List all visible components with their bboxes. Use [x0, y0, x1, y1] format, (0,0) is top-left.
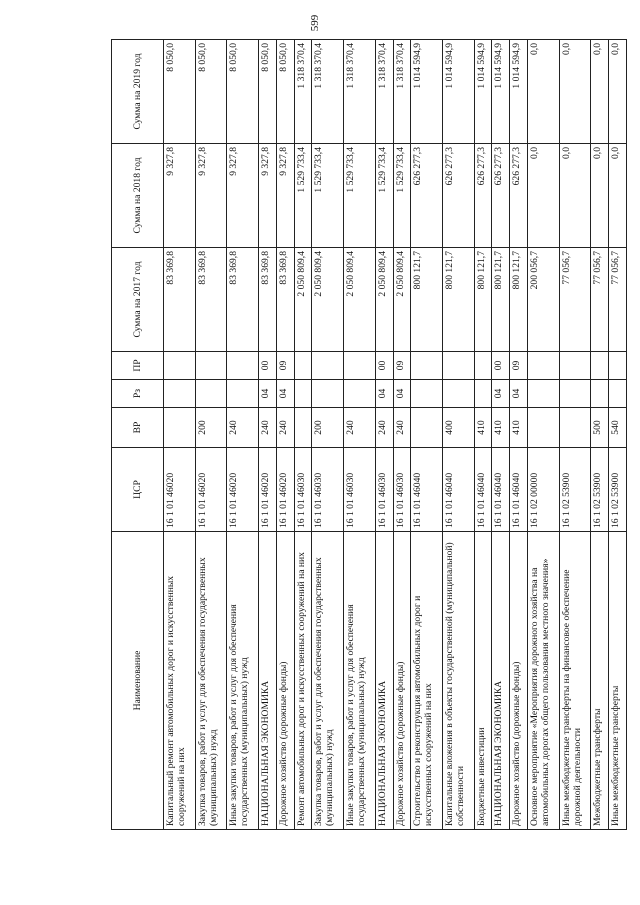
- row-sum-2019: 1 014 594,9: [442, 40, 474, 144]
- row-vr: 240: [259, 408, 277, 448]
- row-sum-2017: 2 050 809,4: [294, 248, 312, 352]
- row-csr: 16 1 01 46020: [227, 448, 259, 532]
- row-csr: 16 1 01 46030: [393, 448, 411, 532]
- row-csr: 16 1 02 53900: [609, 448, 627, 532]
- row-csr: 16 1 01 46040: [492, 448, 510, 532]
- row-name: Иные закупки товаров, работ и услуг для обеспечения государственных (муниципальных) нужд: [344, 532, 376, 830]
- row-name: Капитальный ремонт автомобильных дорог и искусственных сооружений на них: [164, 532, 196, 830]
- row-sum-2019: 8 050,0: [227, 40, 259, 144]
- row-csr: 16 1 01 46020: [195, 448, 227, 532]
- row-name: Закупка товаров, работ и услуг для обеспечения государственных (муниципальных) нужд: [195, 532, 227, 830]
- table-row: [164, 40, 196, 830]
- row-rz: [312, 380, 344, 408]
- row-rz: [559, 380, 591, 408]
- row-pr: 09: [276, 352, 294, 380]
- row-sum-2017: 83 369,8: [164, 248, 196, 352]
- row-sum-2018: 626 277,3: [510, 144, 528, 248]
- row-sum-2018: 1 529 733,4: [294, 144, 312, 248]
- row-pr: 00: [492, 352, 510, 380]
- row-sum-2017: 800 121,7: [442, 248, 474, 352]
- row-rz: 04: [375, 380, 393, 408]
- row-pr: [312, 352, 344, 380]
- row-csr: 16 1 01 46030: [294, 448, 312, 532]
- row-vr: [559, 408, 591, 448]
- row-sum-2019: 1 014 594,9: [510, 40, 528, 144]
- row-name: Закупка товаров, работ и услуг для обеспечения государственных (муниципальных) нужд: [312, 532, 344, 830]
- row-csr: 16 1 01 46030: [344, 448, 376, 532]
- row-sum-2019: 0,0: [559, 40, 591, 144]
- row-rz: [474, 380, 492, 408]
- row-sum-2018: 626 277,3: [442, 144, 474, 248]
- row-csr: 16 1 01 46020: [259, 448, 277, 532]
- row-pr: [527, 352, 559, 380]
- header-sum-2019: Сумма на 2019 год: [112, 40, 164, 144]
- table-row: [227, 40, 259, 830]
- rotated-page-area: [111, 40, 627, 830]
- row-sum-2019: 8 050,0: [276, 40, 294, 144]
- row-csr: 16 1 02 00000: [527, 448, 559, 532]
- table-body: [164, 40, 627, 830]
- row-sum-2017: 2 050 809,4: [344, 248, 376, 352]
- row-name: НАЦИОНАЛЬНАЯ ЭКОНОМИКА: [375, 532, 393, 830]
- row-pr: 09: [393, 352, 411, 380]
- header-sum-2018: Сумма на 2018 год: [112, 144, 164, 248]
- row-sum-2019: 1 318 370,4: [344, 40, 376, 144]
- row-name: Бюджетные инвестиции: [474, 532, 492, 830]
- row-name: Ремонт автомобильных дорог и искусственных сооружений на них: [294, 532, 312, 830]
- table-row: [510, 40, 528, 830]
- table-row: [276, 40, 294, 830]
- header-rz: Рз: [112, 380, 164, 408]
- page-number: 599: [309, 14, 321, 32]
- row-sum-2017: 800 121,7: [492, 248, 510, 352]
- row-sum-2018: 1 529 733,4: [375, 144, 393, 248]
- table-row: [474, 40, 492, 830]
- row-name: Иные закупки товаров, работ и услуг для обеспечения государственных (муниципальных) нужд: [227, 532, 259, 830]
- row-csr: 16 1 02 53900: [591, 448, 609, 532]
- table-row: [375, 40, 393, 830]
- header-pr: ПР: [112, 352, 164, 380]
- row-rz: [344, 380, 376, 408]
- row-rz: 04: [276, 380, 294, 408]
- row-sum-2018: 9 327,8: [195, 144, 227, 248]
- row-csr: 16 1 01 46030: [375, 448, 393, 532]
- row-rz: 04: [492, 380, 510, 408]
- row-rz: [442, 380, 474, 408]
- row-sum-2019: 1 014 594,9: [411, 40, 443, 144]
- row-vr: [527, 408, 559, 448]
- row-vr: 240: [344, 408, 376, 448]
- table-header-row: [112, 40, 164, 830]
- row-name: Межбюджетные трансферты: [591, 532, 609, 830]
- table-row: [411, 40, 443, 830]
- row-csr: 16 1 01 46020: [276, 448, 294, 532]
- row-pr: [474, 352, 492, 380]
- row-rz: [591, 380, 609, 408]
- table-row: [259, 40, 277, 830]
- row-name: Строительство и реконструкция автомобильных дорог и искусственных сооружений на них: [411, 532, 443, 830]
- table-row: [195, 40, 227, 830]
- row-sum-2019: 1 318 370,4: [393, 40, 411, 144]
- row-rz: [527, 380, 559, 408]
- row-sum-2017: 77 056,7: [609, 248, 627, 352]
- row-sum-2019: 0,0: [527, 40, 559, 144]
- row-sum-2019: 8 050,0: [195, 40, 227, 144]
- row-pr: [559, 352, 591, 380]
- row-sum-2017: 800 121,7: [474, 248, 492, 352]
- row-name: Иные межбюджетные трансферты на финансовое обеспечение дорожной деятельности: [559, 532, 591, 830]
- row-csr: 16 1 01 46040: [442, 448, 474, 532]
- row-rz: [411, 380, 443, 408]
- row-pr: [195, 352, 227, 380]
- row-pr: [294, 352, 312, 380]
- row-sum-2019: 0,0: [591, 40, 609, 144]
- row-sum-2017: 2 050 809,4: [312, 248, 344, 352]
- row-name: Дорожное хозяйство (дорожные фонды): [510, 532, 528, 830]
- row-name: НАЦИОНАЛЬНАЯ ЭКОНОМИКА: [492, 532, 510, 830]
- row-vr: [164, 408, 196, 448]
- row-name: Дорожное хозяйство (дорожные фонды): [393, 532, 411, 830]
- row-sum-2018: 626 277,3: [492, 144, 510, 248]
- row-vr: 240: [375, 408, 393, 448]
- row-name: НАЦИОНАЛЬНАЯ ЭКОНОМИКА: [259, 532, 277, 830]
- row-pr: 09: [510, 352, 528, 380]
- header-csr: ЦСР: [112, 448, 164, 532]
- row-vr: 240: [393, 408, 411, 448]
- row-sum-2018: 1 529 733,4: [393, 144, 411, 248]
- row-vr: 410: [492, 408, 510, 448]
- row-sum-2019: 1 318 370,4: [312, 40, 344, 144]
- row-sum-2018: 9 327,8: [164, 144, 196, 248]
- row-pr: [442, 352, 474, 380]
- row-rz: [609, 380, 627, 408]
- table-row: [527, 40, 559, 830]
- row-vr: 540: [609, 408, 627, 448]
- row-sum-2018: 0,0: [559, 144, 591, 248]
- row-sum-2019: 0,0: [609, 40, 627, 144]
- row-rz: 04: [510, 380, 528, 408]
- row-pr: 00: [375, 352, 393, 380]
- table-row: [294, 40, 312, 830]
- row-sum-2019: 1 014 594,9: [474, 40, 492, 144]
- row-rz: 04: [259, 380, 277, 408]
- row-pr: 00: [259, 352, 277, 380]
- table-row: [312, 40, 344, 830]
- row-sum-2019: 1 318 370,4: [294, 40, 312, 144]
- row-csr: 16 1 01 46020: [164, 448, 196, 532]
- row-vr: 200: [195, 408, 227, 448]
- row-sum-2018: 1 529 733,4: [344, 144, 376, 248]
- budget-table: [111, 39, 627, 830]
- row-rz: 04: [393, 380, 411, 408]
- row-pr: [227, 352, 259, 380]
- row-sum-2018: 626 277,3: [474, 144, 492, 248]
- row-sum-2017: 800 121,7: [411, 248, 443, 352]
- row-sum-2019: 1 318 370,4: [375, 40, 393, 144]
- row-sum-2019: 1 014 594,9: [492, 40, 510, 144]
- table-row: [344, 40, 376, 830]
- row-pr: [344, 352, 376, 380]
- row-sum-2017: 2 050 809,4: [393, 248, 411, 352]
- row-sum-2017: 83 369,8: [276, 248, 294, 352]
- table-row: [609, 40, 627, 830]
- row-sum-2018: 0,0: [591, 144, 609, 248]
- row-vr: 500: [591, 408, 609, 448]
- row-sum-2017: 2 050 809,4: [375, 248, 393, 352]
- row-sum-2018: 9 327,8: [227, 144, 259, 248]
- row-name: Основное мероприятие «Мероприятия дорожного хозяйства на автомобильных дорогах общего пользования местного значения»: [527, 532, 559, 830]
- row-csr: 16 1 01 46040: [474, 448, 492, 532]
- table-row: [559, 40, 591, 830]
- row-sum-2017: 77 056,7: [591, 248, 609, 352]
- row-sum-2019: 8 050,0: [164, 40, 196, 144]
- row-name: Дорожное хозяйство (дорожные фонды): [276, 532, 294, 830]
- row-name: Капитальные вложения в объекты государственной (муниципальной) собственности: [442, 532, 474, 830]
- row-rz: [227, 380, 259, 408]
- row-vr: 240: [276, 408, 294, 448]
- row-rz: [195, 380, 227, 408]
- row-name: Иные межбюджетные трансферты: [609, 532, 627, 830]
- row-pr: [411, 352, 443, 380]
- row-sum-2018: 0,0: [527, 144, 559, 248]
- row-sum-2019: 8 050,0: [259, 40, 277, 144]
- row-pr: [164, 352, 196, 380]
- row-vr: 400: [442, 408, 474, 448]
- table-row: [492, 40, 510, 830]
- row-sum-2018: 1 529 733,4: [312, 144, 344, 248]
- row-sum-2017: 83 369,8: [259, 248, 277, 352]
- row-csr: 16 1 02 53900: [559, 448, 591, 532]
- row-csr: 16 1 01 46030: [312, 448, 344, 532]
- row-sum-2017: 800 121,7: [510, 248, 528, 352]
- row-vr: [294, 408, 312, 448]
- row-sum-2017: 83 369,8: [227, 248, 259, 352]
- row-vr: 410: [510, 408, 528, 448]
- row-rz: [164, 380, 196, 408]
- row-sum-2017: 200 056,7: [527, 248, 559, 352]
- row-rz: [294, 380, 312, 408]
- row-sum-2017: 77 056,7: [559, 248, 591, 352]
- row-vr: 240: [227, 408, 259, 448]
- table-row: [591, 40, 609, 830]
- row-sum-2018: 0,0: [609, 144, 627, 248]
- row-vr: [411, 408, 443, 448]
- row-pr: [591, 352, 609, 380]
- row-pr: [609, 352, 627, 380]
- row-csr: 16 1 01 46040: [411, 448, 443, 532]
- row-sum-2018: 9 327,8: [259, 144, 277, 248]
- row-vr: 200: [312, 408, 344, 448]
- row-sum-2018: 9 327,8: [276, 144, 294, 248]
- row-sum-2017: 83 369,8: [195, 248, 227, 352]
- table-container: [111, 40, 627, 830]
- header-name: Наименование: [112, 532, 164, 830]
- table-row: [393, 40, 411, 830]
- row-sum-2018: 626 277,3: [411, 144, 443, 248]
- row-csr: 16 1 01 46040: [510, 448, 528, 532]
- table-row: [442, 40, 474, 830]
- header-sum-2017: Сумма на 2017 год: [112, 248, 164, 352]
- row-vr: 410: [474, 408, 492, 448]
- header-vr: ВР: [112, 408, 164, 448]
